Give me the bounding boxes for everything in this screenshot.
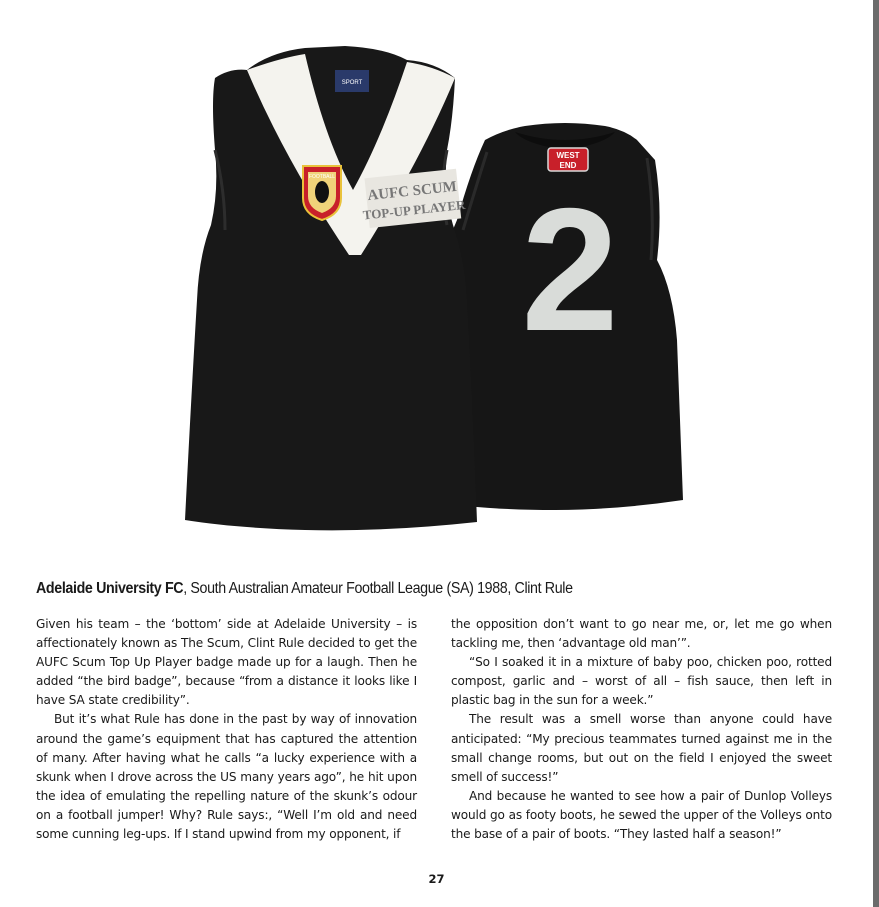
west-end-patch (548, 148, 588, 171)
paragraph: Given his team – the ‘bottom’ side at Adelaide University – is affectionately known as The Scum, Clint Rule decided to get the AUFC Scum Top Up Player badge made up for a laugh. Then he added “the bird badge”, because “from a distance it looks like I have SA state credibility”. (36, 617, 417, 708)
caption-club: Adelaide University FC (36, 580, 184, 597)
svg-text:FOOTBALL: FOOTBALL (308, 174, 336, 180)
bird-badge (303, 166, 341, 220)
body-column-left (36, 615, 417, 844)
svg-text:AUFC SCUM: AUFC SCUM (366, 178, 458, 205)
page-number: 27 (428, 872, 445, 886)
paragraph: And because he wanted to see how a pair of Dunlop Volleys would go as footy boots, he sewed the upper of the Volleys onto the base of a pair of boots. “They lasted half a season!” (451, 788, 832, 842)
paragraph: The result was a smell worse than anyone could have anticipated: “My precious teammates turned against me in the small change rooms, but out on the field I enjoyed the sweet smell of success!” (451, 712, 832, 784)
caption-details: , South Australian Amateur Football League (SA) 1988, Clint Rule (183, 580, 573, 597)
svg-text:WEST: WEST (556, 151, 580, 160)
paragraph: But it’s what Rule has done in the past by way of innovation around the game’s equipment that has captured the attention of many. After having what he calls “a lucky experience with a skunk when I drove across the US many years ago”, he hit upon the idea of emulating the repelling nature of the skunk’s odour on a football jumper! Why? Rule says:, “Well I’m old and need some cunning leg-ups. If I stand upwind from my opponent, if (36, 712, 417, 842)
maker-tag (335, 70, 369, 92)
paragraph: “So I soaked it in a mixture of baby poo, chicken poo, rotted compost, garlic and – worst of all – fish sauce, then left in plastic bag in the sun for a week.” (451, 655, 832, 708)
svg-text:END: END (559, 161, 577, 170)
figure-caption (36, 580, 772, 598)
svg-text:TOP-UP PLAYER: TOP-UP PLAYER (362, 196, 467, 223)
jumper-photo (185, 40, 700, 540)
paragraph: the opposition don’t want to go near me, or, let me go when tackling me, then ‘advantage old man’”. (451, 617, 832, 651)
back-number: 2 (521, 173, 619, 368)
body-column-right (451, 615, 832, 844)
svg-text:SPORT: SPORT (341, 80, 363, 86)
page-edge (873, 0, 879, 907)
